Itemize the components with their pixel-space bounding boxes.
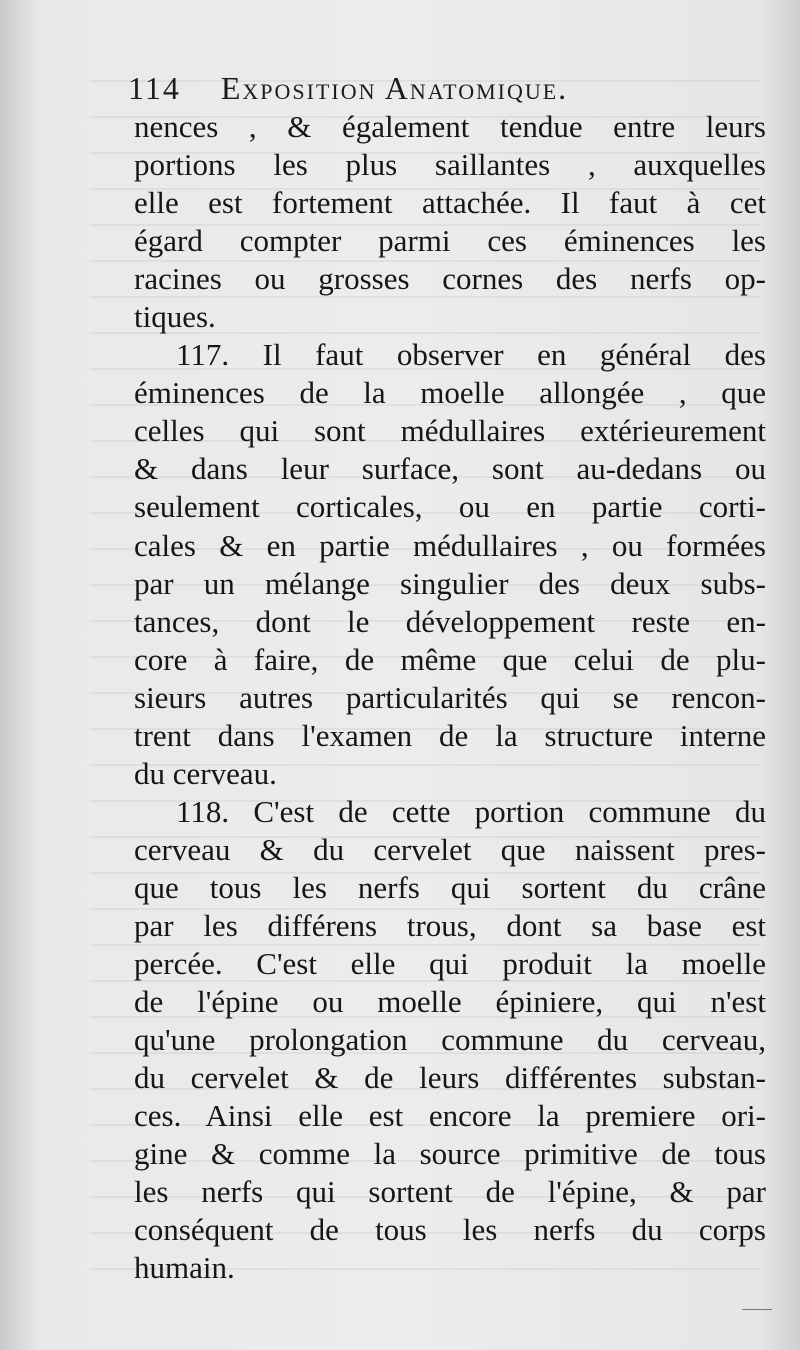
page-edge-mark <box>742 1297 772 1310</box>
text-line: tiques. <box>134 299 216 335</box>
text-line: les nerfs qui sortent de l'épine, & par <box>134 1174 766 1210</box>
text-line: seulement corticales, ou en partie corti- <box>134 489 766 525</box>
text-line: de l'épine ou moelle épiniere, qui n'est <box>134 984 766 1020</box>
text-line: du cervelet & de leurs différentes substan- <box>134 1060 766 1096</box>
running-title: Exposition Anatomique. <box>220 70 569 106</box>
body-text <box>134 108 766 1287</box>
text-line: par les différens trous, dont sa base est <box>134 907 766 943</box>
text-line: portions les plus saillantes , auxquelles <box>134 147 766 183</box>
text-line: éminences de la moelle allongée , que <box>134 375 766 411</box>
text-line: celles qui sont médullaires extérieurement <box>134 413 766 449</box>
text-line: qu'une prolongation commune du cerveau, <box>134 1022 766 1058</box>
text-line: elle est fortement attachée. Il faut à cet <box>134 185 766 221</box>
text-line: ces. Ainsi elle est encore la premiere ori- <box>134 1098 766 1134</box>
text-line: par un mélange singulier des deux subs- <box>134 565 766 601</box>
text-line: sieurs autres particularités qui se rencon- <box>134 679 766 715</box>
text-line: 117. Il faut observer en général des <box>176 337 766 373</box>
text-line: cales & en partie médullaires , ou formées <box>134 527 766 563</box>
text-line: cerveau & du cervelet que naissent pres- <box>134 831 766 867</box>
text-line: conséquent de tous les nerfs du corps <box>134 1212 766 1248</box>
text-line: percée. C'est elle qui produit la moelle <box>134 946 766 982</box>
text-line: trent dans l'examen de la structure interne <box>134 717 766 753</box>
text-line: core à faire, de même que celui de plu- <box>134 641 766 677</box>
text-line: égard compter parmi ces éminences les <box>134 223 766 259</box>
text-line: humain. <box>134 1250 235 1286</box>
text-line: 118. C'est de cette portion commune du <box>176 793 766 829</box>
text-line: du cerveau. <box>134 755 277 791</box>
text-line: nences , & également tendue entre leurs <box>134 109 766 144</box>
text-line: tances, dont le développement reste en- <box>134 603 766 639</box>
text-line: racines ou grosses cornes des nerfs op- <box>134 261 766 297</box>
text-line: gine & comme la source primitive de tous <box>134 1136 766 1172</box>
page-number: 114 <box>128 70 181 106</box>
text-line: & dans leur surface, sont au-dedans ou <box>134 451 766 487</box>
text-line: que tous les nerfs qui sortent du crâne <box>134 869 766 905</box>
